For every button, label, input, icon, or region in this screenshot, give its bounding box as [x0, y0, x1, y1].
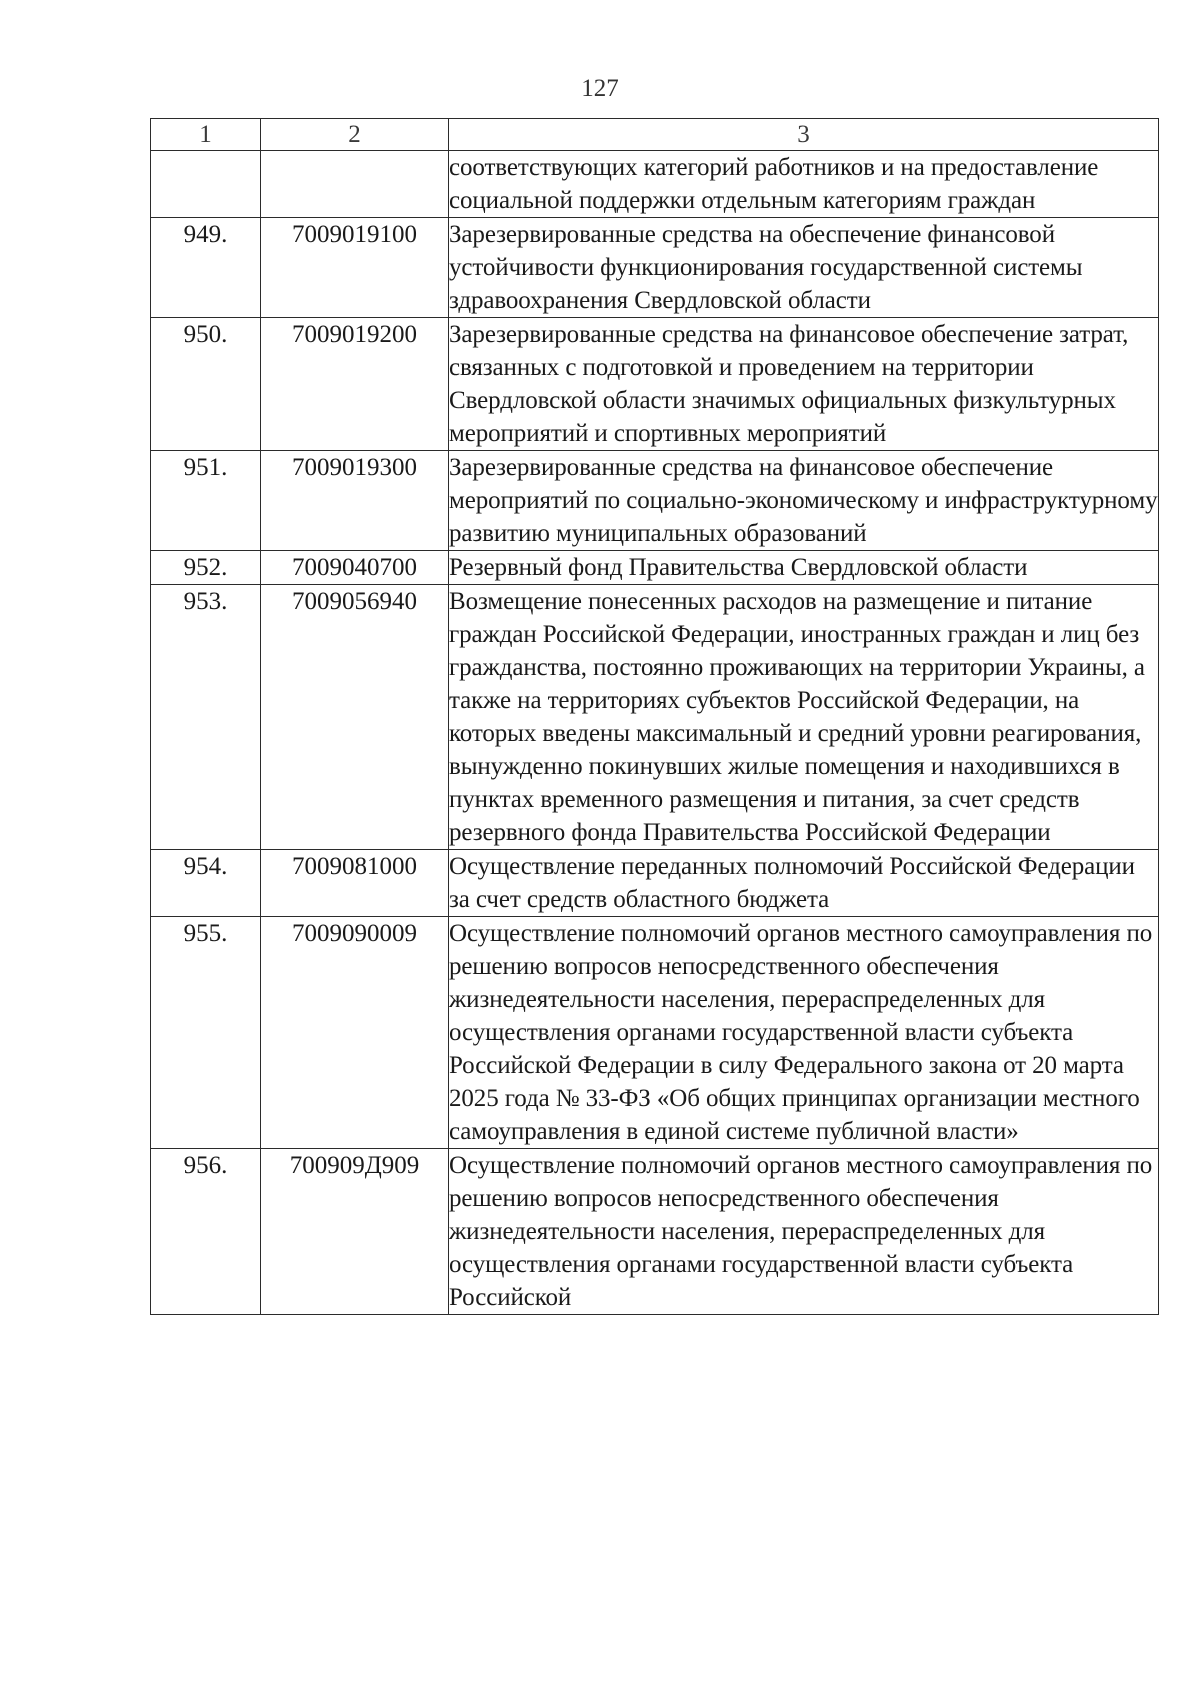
- table-row: [151, 318, 1159, 451]
- table-row: [151, 585, 1159, 850]
- row-description: Зарезервированные средства на финансовое обеспечение мероприятий по социально-экономическому и инфраструктурному развитию муниципальных образований: [449, 451, 1159, 551]
- row-number: 951.: [151, 451, 261, 551]
- row-number: 952.: [151, 551, 261, 585]
- row-code: 7009090009: [261, 917, 449, 1149]
- table-row: [151, 151, 1159, 218]
- table-row: [151, 1149, 1159, 1315]
- row-description: Осуществление полномочий органов местного самоуправления по решению вопросов непосредственного обеспечения жизнедеятельности населения, перераспределенных для осуществления органами государственной власти субъекта Российской Федерации в силу Федерального закона от 20 марта 2025 года № 33-ФЗ «Об общих принципах организации местного самоуправления в единой системе публичной власти»: [449, 917, 1159, 1149]
- row-code: 7009081000: [261, 850, 449, 917]
- column-header-3: 3: [449, 119, 1159, 151]
- row-description: Зарезервированные средства на обеспечение финансовой устойчивости функционирования государственной системы здравоохранения Свердловской области: [449, 218, 1159, 318]
- row-code: 7009056940: [261, 585, 449, 850]
- budget-classification-table: [150, 118, 1159, 1315]
- column-header-1: 1: [151, 119, 261, 151]
- table-row: [151, 917, 1159, 1149]
- column-header-2: 2: [261, 119, 449, 151]
- row-number: [151, 151, 261, 218]
- table-row: [151, 551, 1159, 585]
- row-code: 7009019300: [261, 451, 449, 551]
- row-number: 956.: [151, 1149, 261, 1315]
- row-description: Осуществление переданных полномочий Российской Федерации за счет средств областного бюджета: [449, 850, 1159, 917]
- row-code: [261, 151, 449, 218]
- row-description: соответствующих категорий работников и на предоставление социальной поддержки отдельным категориям граждан: [449, 151, 1159, 218]
- row-code: 7009040700: [261, 551, 449, 585]
- row-number: 950.: [151, 318, 261, 451]
- table-row: [151, 850, 1159, 917]
- row-description: Осуществление полномочий органов местного самоуправления по решению вопросов непосредственного обеспечения жизнедеятельности населения, перераспределенных для осуществления органами государственной власти субъекта Российской: [449, 1149, 1159, 1315]
- table-row: [151, 218, 1159, 318]
- row-description: Возмещение понесенных расходов на размещение и питание граждан Российской Федерации, иностранных граждан и лиц без гражданства, постоянно проживающих на территории Украины, а также на территориях субъектов Российской Федерации, на которых введены максимальный и средний уровни реагирования, вынужденно покинувших жилые помещения и находившихся в пунктах временного размещения и питания, за счет средств резервного фонда Правительства Российской Федерации: [449, 585, 1159, 850]
- table-header-row: [151, 119, 1159, 151]
- table-row: [151, 451, 1159, 551]
- row-number: 954.: [151, 850, 261, 917]
- row-number: 953.: [151, 585, 261, 850]
- page-number: 127: [581, 75, 619, 102]
- row-description: Зарезервированные средства на финансовое обеспечение затрат, связанных с подготовкой и проведением на территории Свердловской области значимых официальных физкультурных мероприятий и спортивных мероприятий: [449, 318, 1159, 451]
- row-code: 7009019200: [261, 318, 449, 451]
- row-description: Резервный фонд Правительства Свердловской области: [449, 551, 1159, 585]
- row-number: 949.: [151, 218, 261, 318]
- row-number: 955.: [151, 917, 261, 1149]
- row-code: 7009019100: [261, 218, 449, 318]
- row-code: 700909Д909: [261, 1149, 449, 1315]
